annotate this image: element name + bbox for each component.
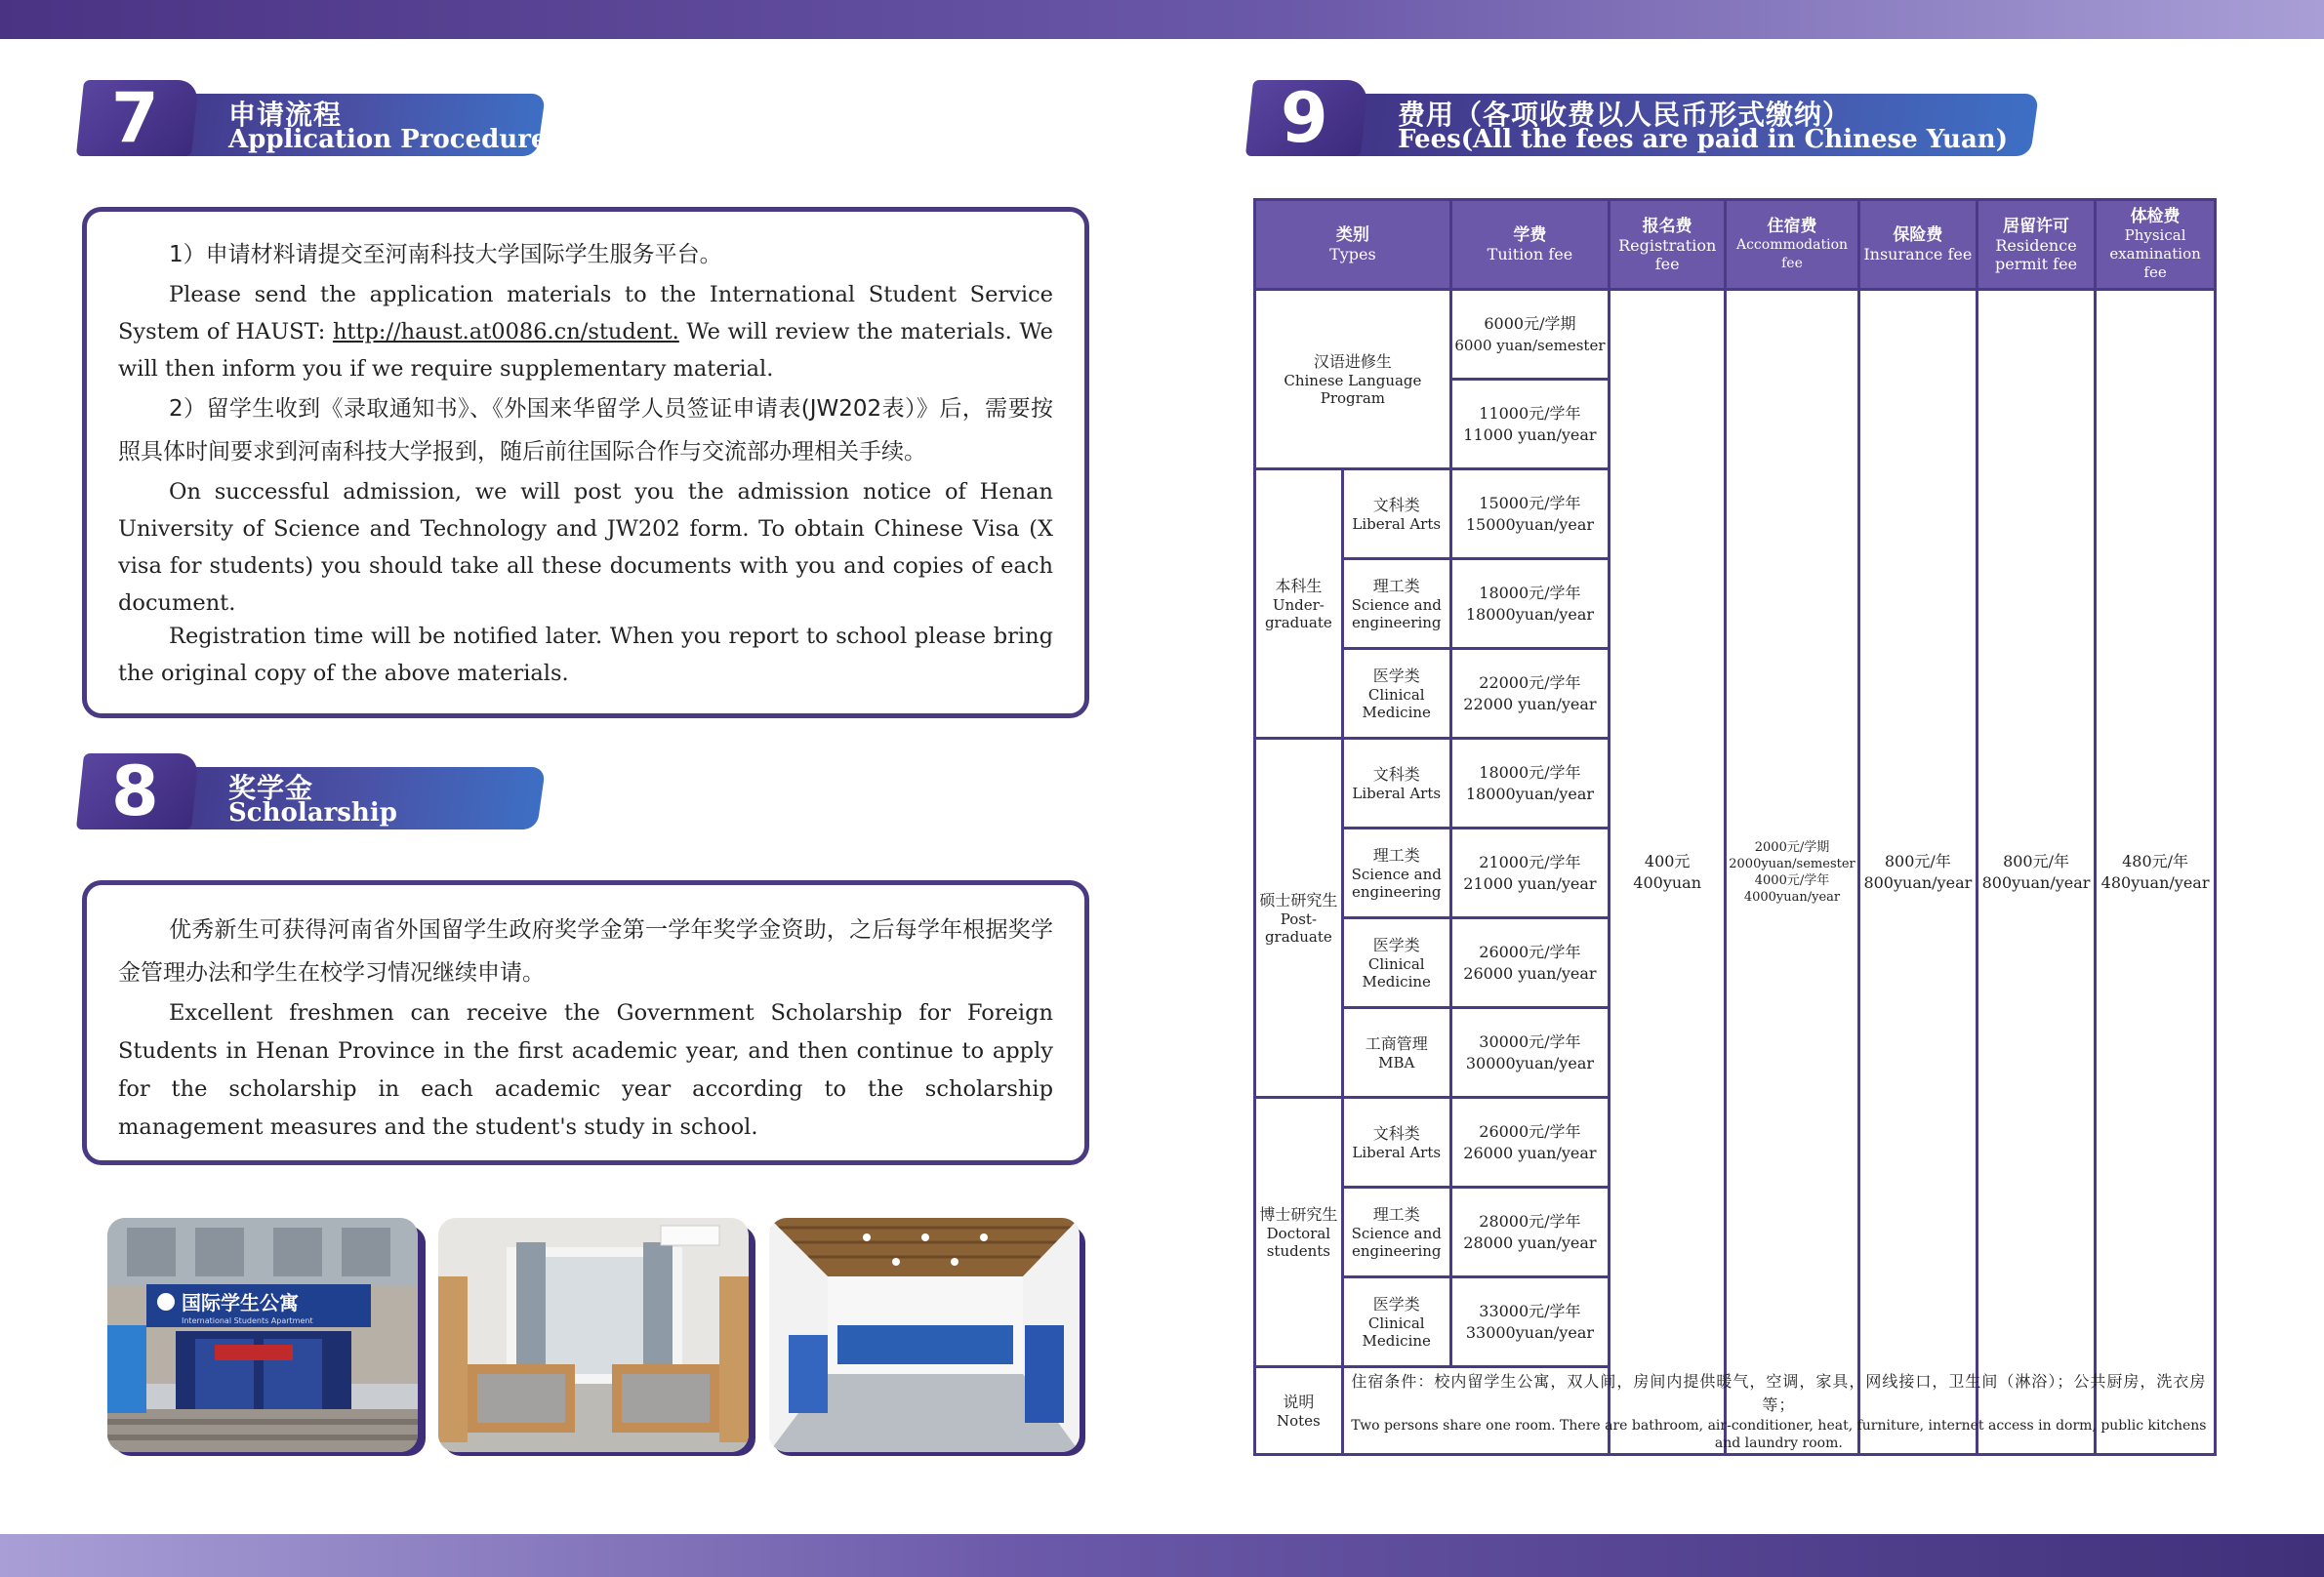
header-physical: 体检费 Physical examination fee <box>2096 200 2216 290</box>
section-9-header <box>1249 80 2030 156</box>
undergraduate-cell: 本科生 Under-graduate <box>1255 469 1343 739</box>
header-residence: 居留许可 Residence permit fee <box>1977 200 2095 290</box>
procedure-step2-zh: 2）留学生收到《录取通知书》、《外国来华留学人员签证申请表(JW202表）》后，需要按照具体时间要求到河南科技大学报到，随后前往国际合作与交流部办理相关手续。 <box>118 396 1053 465</box>
section-title-en: Fees(All the fees are paid in Chinese Yuan) <box>1398 125 2009 154</box>
section-number: 8 <box>111 751 159 831</box>
physical-fee-cell: 480元/年 480yuan/year <box>2096 290 2216 1455</box>
section-number: 7 <box>111 78 159 158</box>
insurance-fee-cell: 800元/年 800yuan/year <box>1858 290 1977 1455</box>
header-tuition: 学费 Tuition fee <box>1450 200 1609 290</box>
header-registration: 报名费 Registration fee <box>1610 200 1726 290</box>
fees-table <box>1253 198 2217 1456</box>
registration-fee-cell: 400元 400yuan <box>1610 290 1726 1455</box>
table-header-row <box>1255 200 2216 290</box>
dormitory-room-photo <box>438 1218 749 1452</box>
haust-link[interactable]: http://haust.at0086.cn/student. <box>332 319 679 344</box>
section-7-header <box>80 78 548 158</box>
top-decor-bar <box>0 0 2324 39</box>
procedure-step2-en: On successful admission, we will post you the admission notice of Henan University of Science and Technology and JW202 form. To obtain Chinese Visa (X visa for students) you should take all these documents with you and copies of each document. <box>118 479 1053 616</box>
apartment-sign-zh: 国际学生公寓 <box>182 1291 299 1314</box>
table-row: 医学类 Clinical Medicine 33000元/学年 33000yuan/year <box>1255 1277 2216 1367</box>
header-accommodation: 住宿费 Accommodation fee <box>1726 200 1859 290</box>
section-8-header <box>80 753 539 829</box>
bottom-decor-bar <box>0 1534 2324 1577</box>
application-procedure-panel <box>82 207 1089 718</box>
table-row: 理工类 Science and engineering 18000元/学年 18000yuan/year <box>1255 559 2216 649</box>
table-row: 理工类 Science and engineering 28000元/学年 28000 yuan/year <box>1255 1188 2216 1277</box>
section-title-zh: 奖学金 <box>228 772 314 804</box>
residence-fee-cell: 800元/年 800yuan/year <box>1977 290 2095 1455</box>
accommodation-fee-cell: 2000元/学期 2000yuan/semester 4000元/学年 4000yuan/year <box>1726 290 1859 1455</box>
scholarship-en: Excellent freshmen can receive the Government Scholarship for Foreign Students in Henan Province in the first academic year, and then continue to apply for the scholarship in each academic year according to the scholarship management measures and the student's study in school. <box>118 1000 1053 1140</box>
table-row: 11000元/学年 11000 yuan/year <box>1255 380 2216 469</box>
table-row: 本科生 Under-graduate 文科类 Liberal Arts 15000元/学年 15000yuan/year <box>1255 469 2216 559</box>
postgraduate-cell: 硕士研究生 Post-graduate <box>1255 739 1343 1098</box>
notes-label: 说明 Notes <box>1255 1367 1343 1455</box>
header-insurance: 保险费 Insurance fee <box>1858 200 1977 290</box>
scholarship-zh: 优秀新生可获得河南省外国留学生政府奖学金第一学年奖学金资助，之后每学年根据奖学金管理办法和学生在校学习情况继续申请。 <box>118 917 1053 986</box>
procedure-step1-en: Please send the application materials to the International Student Service System of HAUST: http://haust.at0086.cn/student. We will review the materials. We will then inform you if we require supplementary material. <box>118 282 1053 382</box>
doctoral-cell: 博士研究生 Doctoral students <box>1255 1098 1343 1367</box>
table-row: 汉语进修生 Chinese Language Program 6000元/学期 6000 yuan/semester 400元 400yuan 2000元/学期 2000yuan/semester 4000元/学年 4000yuan/year 800元/年 800yuan/year 800元/年 800yuan/year 480元/年 480yuan/year <box>1255 290 2216 380</box>
apartment-sign-en: International Students Apartment <box>182 1316 313 1325</box>
table-row: 医学类 Clinical Medicine 26000元/学年 26000 yuan/year <box>1255 918 2216 1008</box>
public-kitchen-photo <box>769 1218 1080 1452</box>
table-row: 医学类 Clinical Medicine 22000元/学年 22000 yuan/year <box>1255 649 2216 739</box>
notes-row <box>1255 1367 2216 1455</box>
procedure-step3-en: Registration time will be notified later. When you report to school please bring the original copy of the above materials. <box>118 624 1053 686</box>
section-number: 9 <box>1281 78 1328 158</box>
apartment-photo <box>107 1218 418 1452</box>
table-row: 博士研究生 Doctoral students 文科类 Liberal Arts 26000元/学年 26000 yuan/year <box>1255 1098 2216 1188</box>
scholarship-panel <box>82 880 1089 1165</box>
table-row: 硕士研究生 Post-graduate 文科类 Liberal Arts 18000元/学年 18000yuan/year <box>1255 739 2216 829</box>
section-title-en: Application Procedure <box>228 125 548 154</box>
section-title-zh: 费用（各项收费以人民币形式缴纳） <box>1398 99 1852 131</box>
table-row: 理工类 Science and engineering 21000元/学年 21000 yuan/year <box>1255 829 2216 918</box>
notes-text: 住宿条件：校内留学生公寓，双人间，房间内提供暖气，空调，家具，网线接口，卫生间（淋浴）；公共厨房，洗衣房等； Two persons share one room. There are bathroom, air-conditioner, heat, furniture, internet access in dorm, public kitchens and laundry room. <box>1342 1367 2215 1455</box>
procedure-step1-zh: 1）申请材料请提交至河南科技大学国际学生服务平台。 <box>169 242 722 267</box>
section-title-zh: 申请流程 <box>228 99 343 131</box>
table-row: 工商管理 MBA 30000元/学年 30000yuan/year <box>1255 1008 2216 1098</box>
header-types: 类别 Types <box>1255 200 1451 290</box>
section-title-en: Scholarship <box>228 798 397 828</box>
chinese-language-cell: 汉语进修生 Chinese Language Program <box>1255 290 1451 469</box>
